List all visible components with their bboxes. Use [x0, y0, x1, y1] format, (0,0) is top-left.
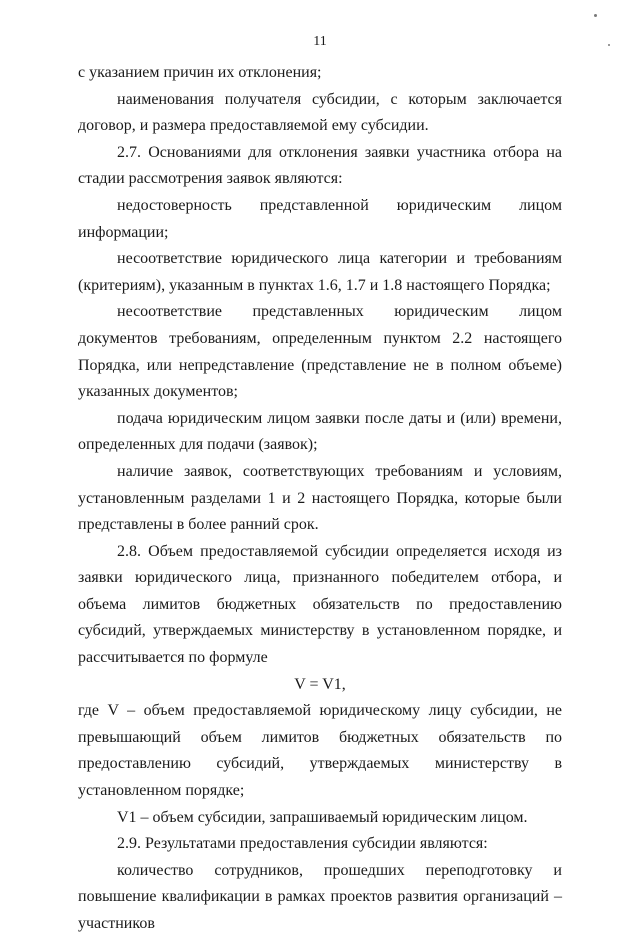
paragraph: несоответствие юридического лица категории и требованиям (критериям), указанным в пунктах 1.6, 1.7 и 1.8 настоящего Порядка; [78, 250, 562, 294]
paragraph: 2.9. Результатами предоставления субсидии являются: [117, 835, 488, 853]
paragraph: где V – объем предоставляемой юридическому лицу субсидии, не превышающий объем лимитов бюджетных обязательств по предоставлению субсидий, утверждаемых министерству в установленном порядке; [78, 702, 562, 800]
document-body [78, 60, 562, 938]
paragraph: подача юридическим лицом заявки после даты и (или) времени, определенных для подачи (заявок); [78, 409, 562, 454]
paragraph: V1 – объем субсидии, запрашиваемый юридическим лицом. [117, 808, 528, 826]
paragraph: с указанием причин их отклонения; [78, 64, 322, 81]
paragraph: недостоверность представленной юридическим лицом информации; [78, 196, 562, 241]
paragraph: несоответствие представленных юридическим лицом документов требованиям, определенным пунктом 2.2 настоящего Порядка, или непредставление (представление не в полном объеме) указанных документов; [78, 303, 562, 401]
scan-speck [594, 14, 597, 17]
page-number: 11 [313, 34, 327, 49]
paragraph: 2.8. Объем предоставляемой субсидии определяется исходя из заявки юридического лица, признанного победителем отбора, и объема лимитов бюджетных обязательств по предоставлению субсидий, утверждаемых министерству в установленном порядке, и рассчитывается по формуле [78, 542, 562, 667]
paragraph: количество сотрудников, прошедших переподготовку и повышение квалификации в рамках проектов развития организаций – участников [78, 861, 562, 932]
paragraph: 2.7. Основаниями для отклонения заявки участника отбора на стадии рассмотрения заявок являются: [78, 143, 562, 188]
scan-speck [608, 44, 610, 46]
paragraph: наличие заявок, соответствующих требованиям и условиям, установленным разделами 1 и 2 настоящего Порядка, которые были представлены в более ранний срок. [78, 462, 562, 534]
paragraph: наименования получателя субсидии, с которым заключается договор, и размера предоставляемой ему субсидии. [78, 90, 562, 135]
formula: V = V1, [294, 675, 346, 693]
